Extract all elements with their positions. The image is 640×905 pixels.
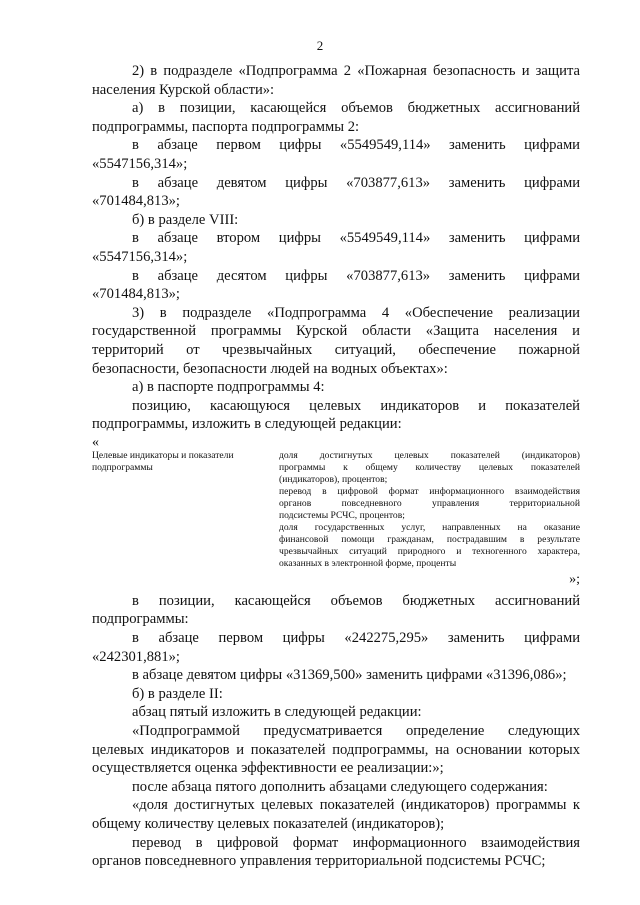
table-line: перевод в цифровой формат информационного взаимодействия <box>279 485 580 497</box>
table-line: (индикаторов), процентов; <box>279 473 388 485</box>
table-left-cell: Целевые индикаторы и показатели подпрограммы <box>92 449 234 473</box>
text-line: в абзаце первом цифры «5549549,114» заменить цифрами <box>132 137 580 154</box>
paragraph-new-wording <box>92 722 580 778</box>
text-line: подпрограммы, паспорта подпрограммы 2: <box>92 118 360 135</box>
table-line: доля достигнутых целевых показателей (индикаторов) <box>279 449 580 461</box>
text-line: безопасности, безопасности людей на водных объектах»: <box>92 360 448 377</box>
paragraph-position-indicators <box>92 397 580 434</box>
table-line: чрезвычайных ситуаций природного и техногенного характера, <box>279 545 580 557</box>
paragraph-ninth-abzac-2: в абзаце девятом цифры «31369,500» заменить цифрами «31396,086»; <box>132 667 567 684</box>
paragraph-digital-format <box>92 834 580 871</box>
text-line: органов повседневного управления территориальной подсистемы РСЧС; <box>92 853 546 870</box>
text-line: подпрограммы: <box>92 611 189 628</box>
text-line: населения Курской области»: <box>92 81 275 98</box>
text-line: в абзаце девятом цифры «703877,613» заменить цифрами <box>132 174 580 191</box>
table-line: оказанных в электронной форме, проценты <box>279 557 457 569</box>
text-line: в позиции, касающейся объемов бюджетных ассигнований <box>132 592 580 609</box>
text-line: в абзаце первом цифры «242275,295» заменить цифрами <box>132 630 580 647</box>
text-line: «701484,813»; <box>92 193 180 210</box>
text-line: «5547156,314»; <box>92 155 188 172</box>
text-line: а) в позиции, касающейся объемов бюджетных ассигнований <box>132 100 580 117</box>
table-line: доля государственных услуг, направленных на оказание <box>279 521 580 533</box>
paragraph-fifth-abzac: абзац пятый изложить в следующей редакции: <box>132 704 422 721</box>
paragraph-first-abzac <box>92 136 580 173</box>
text-line: «5547156,314»; <box>92 248 188 265</box>
text-line: территорий от чрезвычайных ситуаций, обеспечение пожарной <box>92 341 580 358</box>
table-line: подсистемы РСЧС, процентов; <box>279 509 405 521</box>
text-line: в абзаце десятом цифры «703877,613» заменить цифрами <box>132 267 580 284</box>
text-line: 2) в подразделе «Подпрограмма 2 «Пожарная безопасность и защита <box>132 63 580 79</box>
table-line: финансовой помощи гражданам, пострадавшим в результате <box>279 533 580 545</box>
table-right-cell <box>279 450 580 570</box>
paragraph-subsection-4 <box>92 304 580 378</box>
quote-open-mark: « <box>92 434 99 450</box>
text-line: 3) в подразделе «Подпрограмма 4 «Обеспечение реализации <box>132 304 580 321</box>
paragraph-share-indicators <box>92 796 580 833</box>
text-line: «Подпрограммой предусматривается определение следующих <box>132 723 580 740</box>
paragraph-first-abzac-2 <box>92 629 580 666</box>
text-line: «701484,813»; <box>92 286 180 303</box>
text-line: «доля достигнутых целевых показателей (индикаторов) программы к <box>132 797 580 814</box>
text-line: позицию, касающуюся целевых индикаторов и показателей <box>132 397 580 414</box>
text-line: общему количеству целевых показателей (индикаторов); <box>92 816 445 832</box>
text-line: государственной программы Курской области «Защита населения и <box>92 323 580 340</box>
text-line: «242301,881»; <box>92 648 180 665</box>
paragraph-ninth-abzac <box>92 174 580 211</box>
table-line: программы к общему количеству целевых показателей <box>279 461 580 473</box>
indicators-table <box>92 450 580 570</box>
text-line: целевых индикаторов и показателей подпрограммы, на основании которых <box>92 741 580 758</box>
paragraph-section-ii: б) в разделе II: <box>132 685 223 702</box>
paragraph-tenth-abzac <box>92 267 580 304</box>
paragraph-passport-4: а) в паспорте подпрограммы 4: <box>132 379 325 396</box>
text-line: осуществляется оценка эффективности ее реализации:»; <box>92 760 444 777</box>
paragraph-subsection-2 <box>92 62 580 99</box>
text-line: в абзаце втором цифры «5549549,114» заменить цифрами <box>132 230 580 247</box>
paragraph-second-abzac <box>92 229 580 266</box>
document-body <box>92 62 580 871</box>
text-line: перевод в цифровой формат информационного взаимодействия <box>132 834 580 851</box>
text-line: подпрограммы, изложить в следующей редакции: <box>92 416 402 433</box>
page-number: 2 <box>316 38 324 53</box>
paragraph-section-viii: б) в разделе VIII: <box>132 211 239 228</box>
paragraph-add-abzacs: после абзаца пятого дополнить абзацами следующего содержания: <box>132 778 548 795</box>
quote-close-mark: »; <box>569 571 580 587</box>
paragraph-item-a-budget <box>92 99 580 136</box>
table-line: органов повседневного управления территориальной <box>279 497 580 509</box>
paragraph-position-budget <box>92 592 580 629</box>
